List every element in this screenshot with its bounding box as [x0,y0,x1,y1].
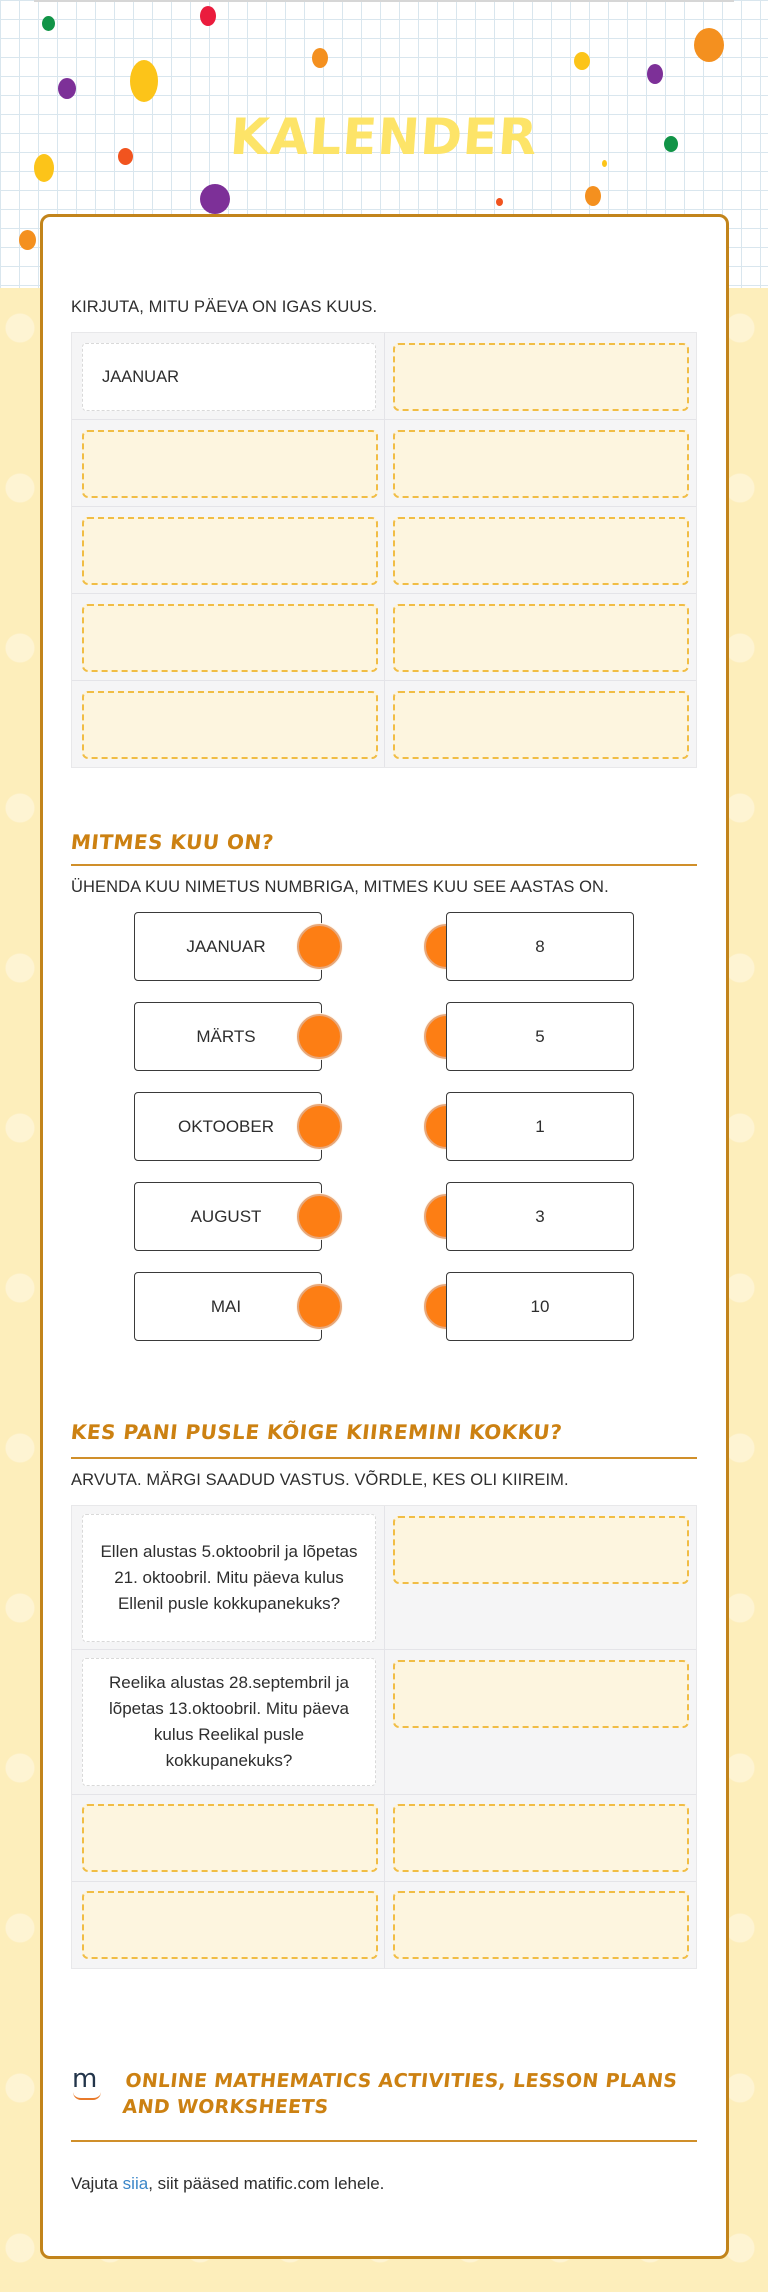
match-label: 1 [535,1116,545,1136]
given-month-cell [82,343,376,411]
section2-heading: MITMES KUU ON? [69,830,276,854]
match-label: 8 [535,936,545,956]
page-title: KALENDER [228,108,540,166]
table-row [72,507,696,594]
paint-splat-icon [200,6,216,26]
word-problem-text: Reelika alustas 28.septembril ja lõpetas 13.oktoobril. Mitu päeva kulus Reelikal pusle kokkupanekuks? [108,1673,350,1770]
paint-splat-icon [647,64,663,84]
connector-dot[interactable] [297,1194,342,1239]
section2-instruction: ÜHENDA KUU NIMETUS NUMBRIGA, MITMES KUU SEE AASTAS ON. [71,878,609,896]
match-label: MAI [210,1296,242,1316]
section1-instruction: KIRJUTA, MITU PÄEVA ON IGAS KUUS. [71,298,378,316]
paint-splat-icon [42,16,55,31]
paint-splat-icon [58,78,76,99]
match-label: OKTOOBER [177,1116,275,1136]
word-problem-cell [82,1514,376,1642]
match-left-item[interactable] [134,1182,322,1251]
answer-dropzone[interactable] [393,604,689,672]
match-right-item[interactable] [446,1272,634,1341]
answer-dropzone[interactable] [393,430,689,498]
table-row [72,1795,696,1882]
answer-dropzone[interactable] [393,1660,689,1728]
footer-divider [71,2140,697,2142]
cell-label: JAANUAR [102,367,180,386]
section3-divider [71,1457,697,1459]
match-label: 10 [530,1296,550,1316]
match-label: 5 [535,1026,545,1046]
match-right-item[interactable] [446,912,634,981]
paint-splat-icon [574,52,590,70]
match-left-item[interactable] [134,1272,322,1341]
answer-dropzone[interactable] [393,1891,689,1959]
connector-dot[interactable] [297,1104,342,1149]
logo-letter: m [72,2064,98,2094]
paint-splat-icon [200,184,230,214]
match-label: MÄRTS [196,1026,256,1046]
table-row [72,1506,696,1650]
match-left-item[interactable] [134,912,322,981]
table-row [72,594,696,681]
days-per-month-table [71,332,697,768]
paint-splat-icon [585,186,601,206]
connector-dot[interactable] [297,1014,342,1059]
footer-text-before: Vajuta [71,2174,123,2193]
paint-splat-icon [694,28,724,62]
answer-dropzone[interactable] [82,517,378,585]
answer-dropzone[interactable] [82,604,378,672]
footer-text [71,2174,384,2194]
word-problem-text: Ellen alustas 5.oktoobril ja lõpetas 21. oktoobril. Mitu päeva kulus Ellenil pusle kokkupanekuks? [100,1542,358,1613]
connector-dot[interactable] [297,1284,342,1329]
match-label: JAANUAR [186,936,266,956]
match-label: 3 [535,1206,545,1226]
match-label: AUGUST [190,1206,262,1226]
section2-divider [71,864,697,866]
section3-instruction: ARVUTA. MÄRGI SAADUD VASTUS. VÕRDLE, KES OLI KIIREIM. [71,1471,569,1489]
answer-dropzone[interactable] [82,1891,378,1959]
answer-dropzone[interactable] [393,691,689,759]
answer-dropzone[interactable] [82,430,378,498]
answer-dropzone[interactable] [393,343,689,411]
paint-splat-icon [496,198,503,206]
section3-heading: KES PANI PUSLE KÕIGE KIIREMINI KOKKU? [69,1420,564,1444]
logo-smile [73,2092,101,2100]
word-problem-cell [82,1658,376,1786]
answer-dropzone[interactable] [393,1516,689,1584]
match-left-item[interactable] [134,1092,322,1161]
connector-dot[interactable] [297,924,342,969]
table-row [72,333,696,420]
match-right-item[interactable] [446,1182,634,1251]
answer-dropzone[interactable] [393,1804,689,1872]
matific-logo-icon [72,2064,102,2098]
top-divider [34,0,734,2]
footer-text-after: , siit pääsed matific.com lehele. [148,2174,385,2193]
table-row [72,1650,696,1795]
paint-splat-icon [19,230,36,250]
paint-splat-icon [130,60,158,102]
table-row [72,420,696,507]
paint-splat-icon [312,48,328,68]
answer-dropzone[interactable] [393,517,689,585]
table-row [72,1882,696,1969]
match-right-item[interactable] [446,1092,634,1161]
puzzle-table [71,1505,697,1969]
match-left-item[interactable] [134,1002,322,1071]
answer-dropzone[interactable] [82,1804,378,1872]
siia-link[interactable]: siia [122,2174,149,2193]
footer-heading: ONLINE MATHEMATICS ACTIVITIES, LESSON PLANS AND WORKSHEETS [121,2070,679,2118]
answer-dropzone[interactable] [82,691,378,759]
table-row [72,681,696,768]
match-right-item[interactable] [446,1002,634,1071]
